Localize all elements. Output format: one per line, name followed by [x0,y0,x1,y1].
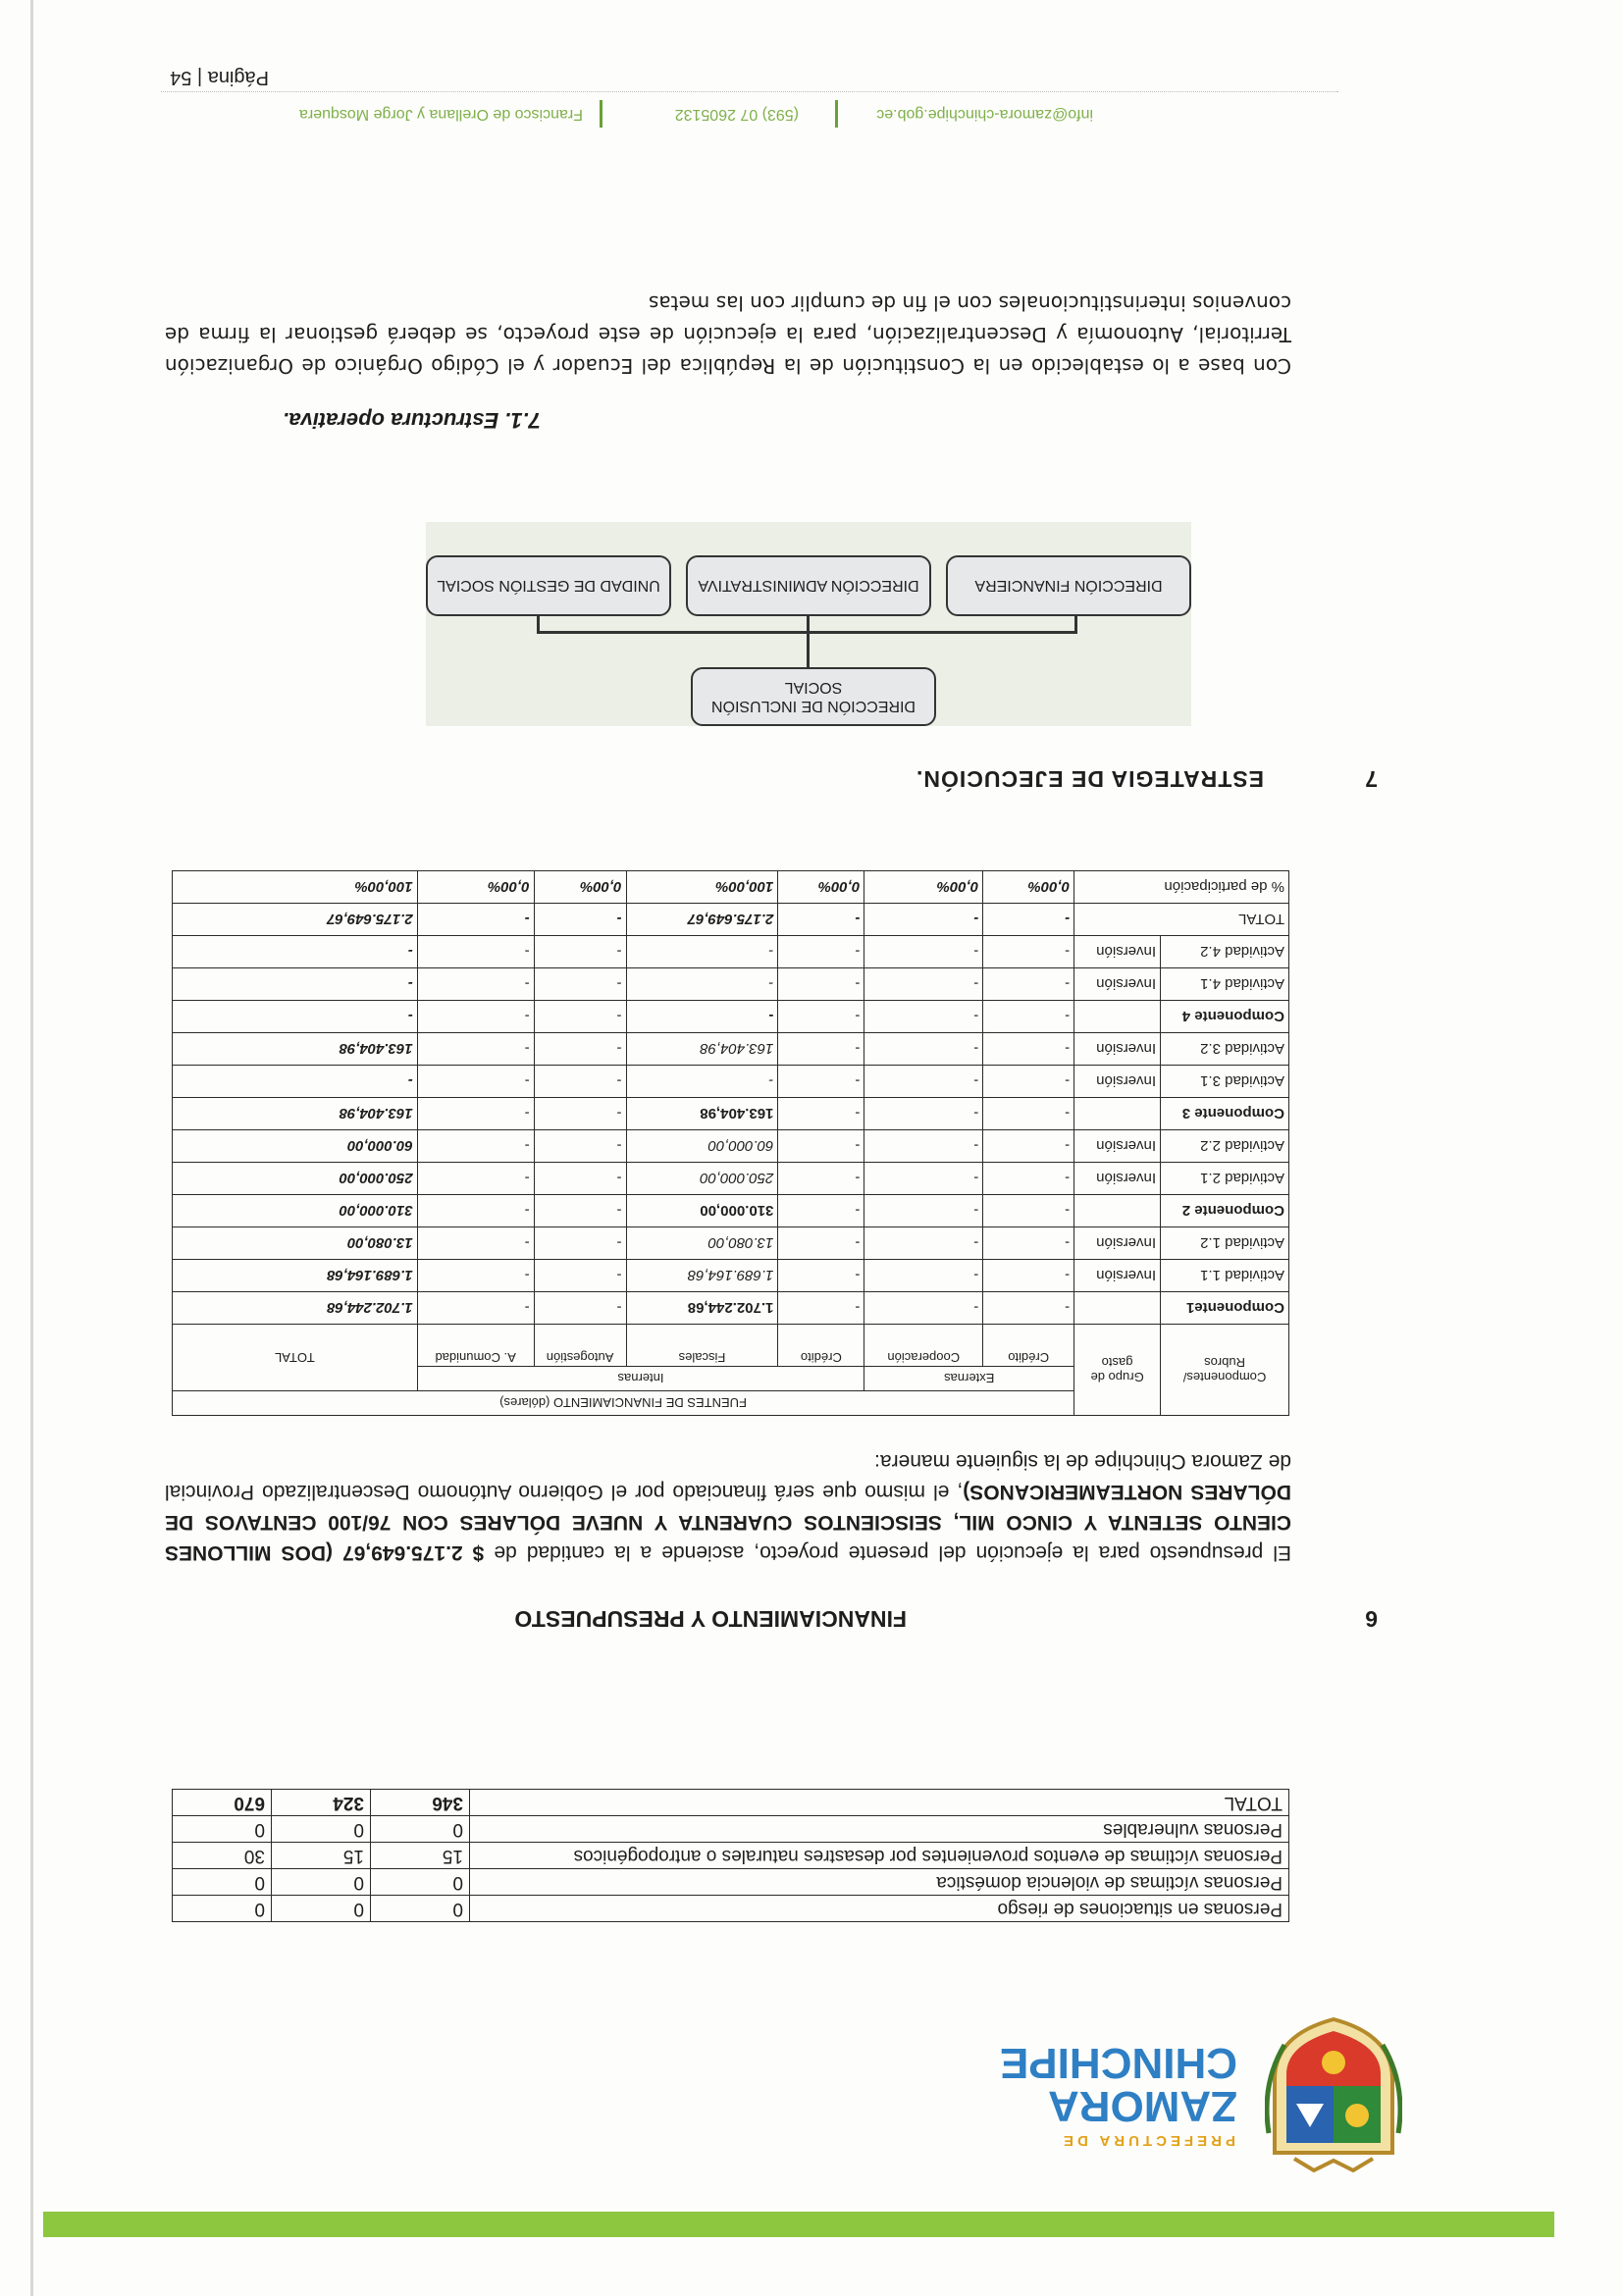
row-c1: - [983,1001,1074,1033]
footer-email: info@zamora-chinchipe.gob.ec [876,106,1093,123]
table-row [173,1033,1289,1066]
row-comun: - [417,1130,534,1163]
footer-separator [600,100,602,128]
row-c3: - [778,1163,864,1195]
row-c3: - [778,1227,864,1260]
org-box-top [691,667,936,726]
footer-dotted-rule [161,91,1338,92]
row-grupo: Inversión [1074,968,1161,1001]
beneficiary-total-label: TOTAL [470,1790,1289,1816]
header-col-comunidad: A. Comunidad [417,1325,534,1367]
row-auto: 0,00% [534,871,626,904]
beneficiary-label: Personas víctimas de violencia doméstica [470,1869,1289,1896]
budget-paragraph [165,1446,1291,1568]
beneficiary-value: 15 [371,1843,470,1869]
row-grupo: Inversión [1074,1163,1161,1195]
row-comun: - [417,1227,534,1260]
row-c1: - [983,1292,1074,1325]
financing-total-row [173,904,1289,936]
beneficiary-value: 30 [173,1843,272,1869]
header-col-credito-int: Crédito [778,1325,864,1367]
row-fiscales: 310.000,00 [626,1195,778,1227]
budget-paragraph-start: El presupuesto para la ejecución del presente proyecto, asciende a la cantidad de [484,1541,1291,1564]
row-grupo [1074,1098,1161,1130]
table-row [173,936,1289,968]
header-col-credito-ext: Crédito [983,1325,1074,1367]
row-c2: - [864,1260,983,1292]
table-row [173,1869,1289,1896]
row-grupo: Inversión [1074,936,1161,968]
prefectura-logo [892,2011,1402,2178]
row-c1: - [983,1227,1074,1260]
row-comun: - [417,1001,534,1033]
row-grupo: Inversión [1074,1066,1161,1098]
beneficiary-label: Personas víctimas de eventos provenientes por desastres naturales o antropogénicos [470,1843,1289,1869]
org-middle-label: DIRECCIÓN ADMINISTRATIVA [698,577,919,595]
row-comun: - [417,904,534,936]
row-c2: - [864,1195,983,1227]
row-comun: - [417,1163,534,1195]
beneficiaries-table [172,1789,1289,1922]
row-fiscales: - [626,968,778,1001]
row-c1: - [983,904,1074,936]
header-col-cooperacion: Cooperación [864,1325,983,1367]
logo-name-line2: CHINCHIPE [999,2039,1237,2087]
row-fiscales: 250.000,00 [626,1163,778,1195]
table-row [173,1227,1289,1260]
section-7-1-paragraph: Con base a lo establecido en la Constitución de la República del Ecuador y el Código Orgánico de Organización Territorial, Autonomía y Descentralización, para la ejecución de este proyecto, se deberá gestionar la firma de convenios interinstitucionales con el fin de cumplir con las metas [165,291,1291,378]
row-comun: 0,00% [417,871,534,904]
table-row [173,1195,1289,1227]
row-fiscales: - [626,1066,778,1098]
row-c3: - [778,936,864,968]
row-c1: 0,00% [983,871,1074,904]
table-row [173,1292,1289,1325]
beneficiary-value: 0 [173,1816,272,1843]
row-grupo [1074,1001,1161,1033]
row-grupo: Inversión [1074,1130,1161,1163]
beneficiary-value: 15 [272,1843,371,1869]
row-c1: - [983,1163,1074,1195]
row-fiscales: 163.404,98 [626,1033,778,1066]
footer-authors: Francisco de Orellana y Jorge Mosquera [298,106,583,123]
row-c3: - [778,1260,864,1292]
logo-name-line1: ZAMORA [1047,2082,1237,2130]
org-connector-vertical [807,632,810,671]
table-row [173,1896,1289,1922]
row-name: Actividad 4.1 [1161,968,1289,1001]
row-c1: - [983,1033,1074,1066]
row-c3: - [778,968,864,1001]
row-total: - [173,936,418,968]
row-c1: - [983,1130,1074,1163]
table-row [173,968,1289,1001]
row-auto: - [534,904,626,936]
row-fiscales: 163.404,98 [626,1098,778,1130]
row-fiscales: 60.000,00 [626,1130,778,1163]
table-row [173,1843,1289,1869]
row-c1: - [983,1195,1074,1227]
row-c1: - [983,1260,1074,1292]
row-c3: - [778,1195,864,1227]
row-auto: - [534,1163,626,1195]
row-comun: - [417,1292,534,1325]
header-green-bar [43,2212,1554,2237]
row-name: TOTAL [1074,904,1289,936]
footer-separator [835,100,838,128]
org-chart [426,522,1191,726]
header-col-fiscales: Fiscales [626,1325,778,1367]
row-c2: - [864,1033,983,1066]
header-internas: Internas [417,1367,864,1391]
row-c2: - [864,1130,983,1163]
beneficiary-value: 0 [272,1816,371,1843]
row-comun: - [417,1066,534,1098]
row-total: 163.404,98 [173,1098,418,1130]
row-fiscales: 1.702.244,68 [626,1292,778,1325]
row-c2: - [864,1098,983,1130]
beneficiary-label: Personas vulnerables [470,1816,1289,1843]
table-row [173,1163,1289,1195]
row-auto: - [534,968,626,1001]
row-name: Componente1 [1161,1292,1289,1325]
row-name: Actividad 1.2 [1161,1227,1289,1260]
row-name: % de participación [1074,871,1289,904]
row-grupo: Inversión [1074,1227,1161,1260]
row-auto: - [534,1098,626,1130]
beneficiary-value: 0 [173,1896,272,1922]
beneficiary-total-value: 346 [371,1790,470,1816]
row-c1: - [983,1098,1074,1130]
row-auto: - [534,1033,626,1066]
row-c2: - [864,1227,983,1260]
row-name: Actividad 4.2 [1161,936,1289,968]
section-6-number: 6 [1365,1606,1378,1632]
row-name: Actividad 3.2 [1161,1033,1289,1066]
row-auto: - [534,1227,626,1260]
beneficiary-value: 0 [173,1869,272,1896]
header-total: TOTAL [173,1325,418,1391]
row-c3: - [778,1001,864,1033]
row-name: Componente 3 [1161,1098,1289,1130]
header-externas: Externas [864,1367,1074,1391]
beneficiary-value: 0 [371,1869,470,1896]
section-6-title: FINANCIAMIENTO Y PRESUPUESTO [514,1606,907,1632]
table-row [173,1130,1289,1163]
row-name: Componente 4 [1161,1001,1289,1033]
row-c2: - [864,1066,983,1098]
row-grupo [1074,1195,1161,1227]
row-fiscales: 1.689.164,68 [626,1260,778,1292]
section-7-1-title: 7.1. Estructura operativa. [283,408,541,433]
footer-phone: (593) 07 2605132 [674,106,799,123]
row-total: 163.404,98 [173,1033,418,1066]
row-auto: - [534,1001,626,1033]
header-componentes: Componentes/ Rubros [1161,1325,1289,1416]
page-number: Página | 54 [170,67,269,88]
row-comun: - [417,936,534,968]
row-name: Actividad 1.1 [1161,1260,1289,1292]
row-c3: - [778,1098,864,1130]
row-name: Actividad 2.2 [1161,1130,1289,1163]
row-c2: - [864,936,983,968]
row-c1: - [983,936,1074,968]
row-auto: - [534,936,626,968]
row-c2: - [864,904,983,936]
row-auto: - [534,1292,626,1325]
coat-of-arms-icon [1265,2015,1402,2172]
beneficiary-label: Personas en situaciones de riesgo [470,1896,1289,1922]
row-name: Componente 2 [1161,1195,1289,1227]
row-fiscales: - [626,936,778,968]
financing-table [172,870,1289,1416]
beneficiary-value: 0 [272,1869,371,1896]
row-fiscales: 100,00% [626,871,778,904]
row-auto: - [534,1066,626,1098]
row-c2: - [864,1001,983,1033]
table-row [173,1816,1289,1843]
row-c3: - [778,1066,864,1098]
row-total: 2.175.649,67 [173,904,418,936]
row-total: 1.689.164,68 [173,1260,418,1292]
page-edge-rule [30,0,33,2296]
org-top-label: DIRECCIÓN DE INCLUSIÓN SOCIAL [710,679,916,714]
row-c3: - [778,1130,864,1163]
row-comun: - [417,1098,534,1130]
row-total: 13.080,00 [173,1227,418,1260]
row-name: Actividad 3.1 [1161,1066,1289,1098]
row-c2: - [864,1163,983,1195]
row-total: 250.000,00 [173,1163,418,1195]
row-c3: - [778,1033,864,1066]
header-grupo-gasto: Grupo de gasto [1074,1325,1161,1416]
section-7-title: ESTRATEGIA DE EJECUCIÓN. [916,766,1264,792]
table-row [173,1098,1289,1130]
header-col-autogestion: Autogestión [534,1325,626,1367]
beneficiary-total-value: 670 [173,1790,272,1816]
row-fiscales: - [626,1001,778,1033]
header-fuentes: FUENTES DE FINANCIAMIENTO (dólares) [173,1391,1074,1416]
row-grupo: Inversión [1074,1260,1161,1292]
beneficiary-value: 0 [371,1896,470,1922]
row-total: 1.702.244,68 [173,1292,418,1325]
table-row [173,1066,1289,1098]
row-total: - [173,968,418,1001]
row-comun: - [417,1033,534,1066]
table-row [173,1001,1289,1033]
section-7-number: 7 [1365,766,1378,792]
financing-percentage-row [173,871,1289,904]
budget-paragraph-end: , el mismo que será financiado por el Gobierno Autónomo Descentralizado Provincial de Zamora Chinchipe de la siguiente manera: [165,1450,1291,1503]
beneficiary-value: 0 [371,1816,470,1843]
row-c3: 0,00% [778,871,864,904]
org-box-right [426,555,671,616]
row-auto: - [534,1195,626,1227]
table-row [173,1260,1289,1292]
row-comun: - [417,1195,534,1227]
row-auto: - [534,1130,626,1163]
row-total: 310.000,00 [173,1195,418,1227]
row-c2: - [864,1292,983,1325]
logo-prefix: PREFECTURA DE [1060,2132,1235,2149]
row-auto: - [534,1260,626,1292]
org-right-label: UNIDAD DE GESTIÓN SOCIAL [437,577,660,595]
table-total-row [173,1790,1289,1816]
org-box-left [946,555,1191,616]
budget-amount-text: $ 2.175.649,67 (DOS MILLONES CIENTO SETENTA Y CINCO MIL, SEISCIENTOS CUARENTA Y NUEVE DÓLARES CON 76/100 CENTAVOS DE DÓLARES NORTEAMERICANOS) [164,1481,1291,1564]
org-box-middle [686,555,931,616]
row-c3: - [778,1292,864,1325]
row-fiscales: 2.175.649,67 [626,904,778,936]
row-comun: - [417,1260,534,1292]
row-name: Actividad 2.1 [1161,1163,1289,1195]
row-c2: - [864,968,983,1001]
beneficiary-total-value: 324 [272,1790,371,1816]
row-total: - [173,1001,418,1033]
beneficiary-value: 0 [272,1896,371,1922]
row-total: 60.000,00 [173,1130,418,1163]
row-fiscales: 13.080,00 [626,1227,778,1260]
row-total: 100,00% [173,871,418,904]
row-c1: - [983,968,1074,1001]
row-total: - [173,1066,418,1098]
financing-header-row [173,1391,1289,1416]
row-c3: - [778,904,864,936]
row-grupo [1074,1292,1161,1325]
row-c2: 0,00% [864,871,983,904]
row-c1: - [983,1066,1074,1098]
row-grupo: Inversión [1074,1033,1161,1066]
row-comun: - [417,968,534,1001]
org-left-label: DIRECCIÓN FINANCIERA [974,577,1163,595]
